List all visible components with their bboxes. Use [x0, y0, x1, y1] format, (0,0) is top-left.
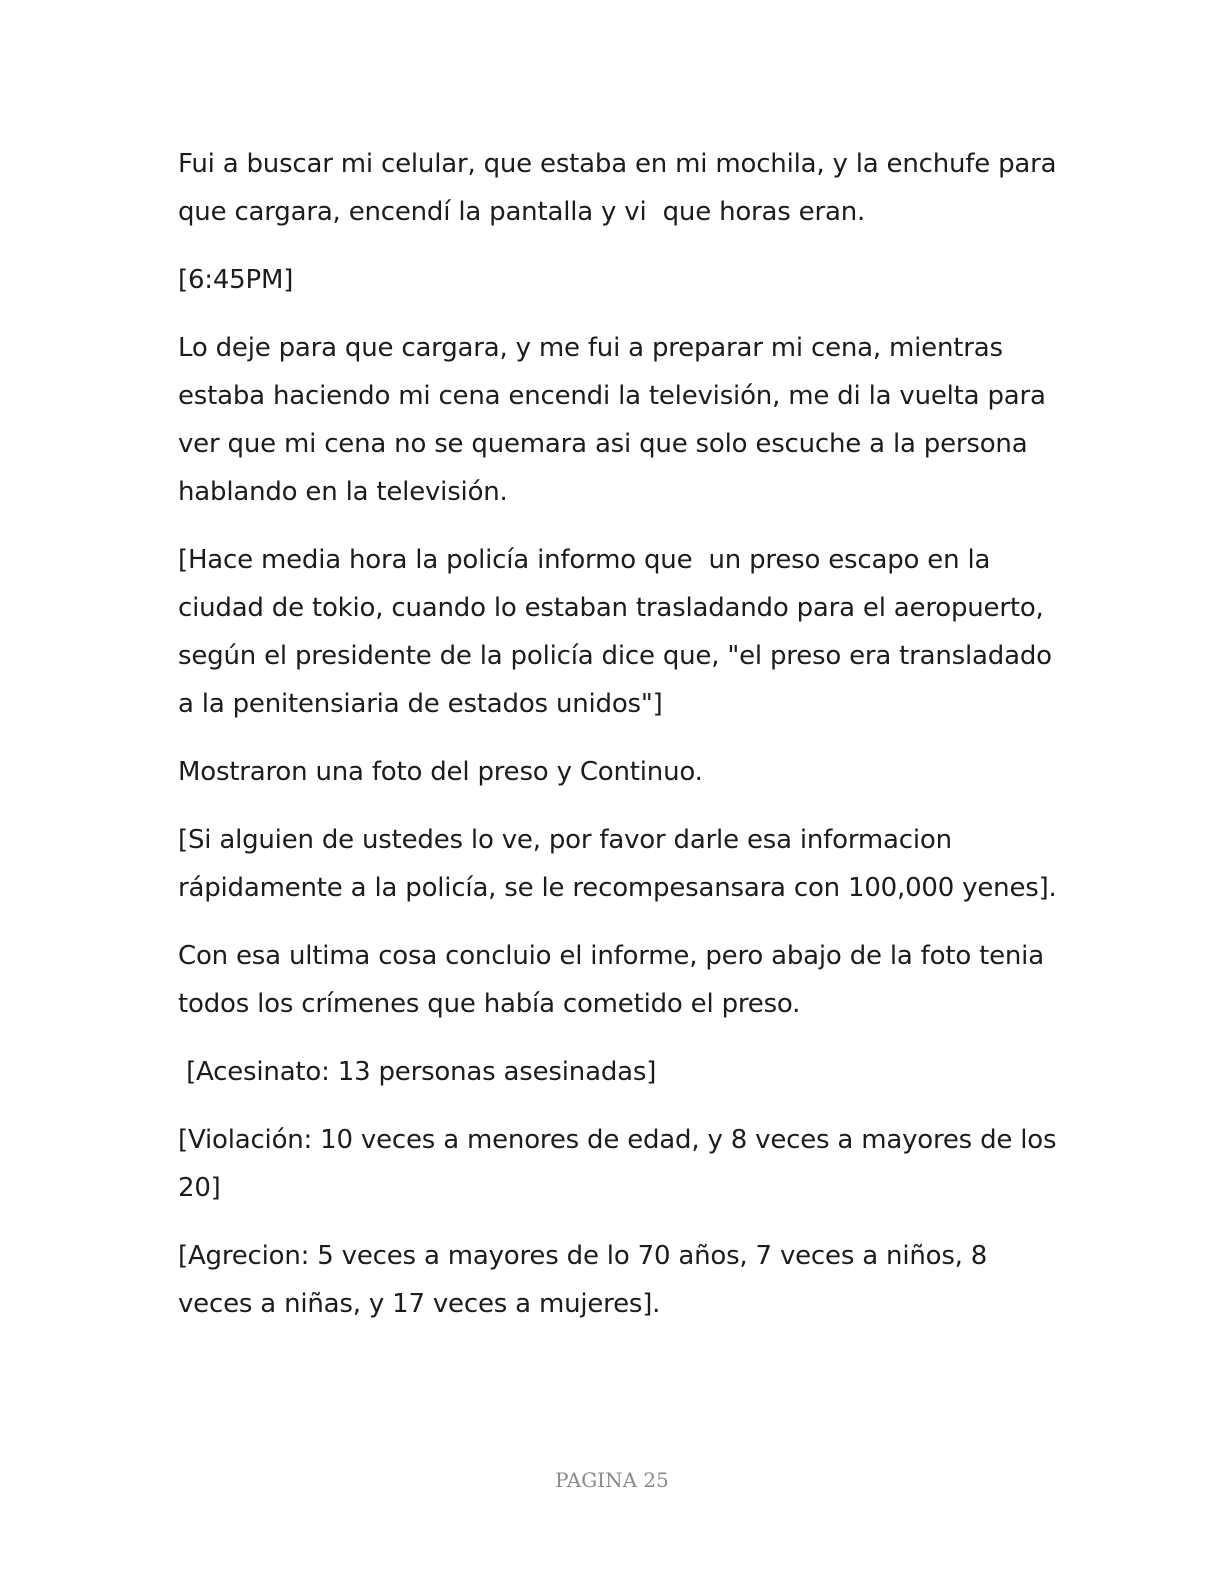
paragraph: [Acesinato: 13 personas asesinadas] [178, 1057, 657, 1087]
page-number-footer: PAGINA 25 [555, 1468, 669, 1492]
paragraph: [Hace media hora la policía informo que un preso escapo en la ciudad de tokio, cuando lo estaban trasladando para el aeropuerto, según el presidente de la policía dice que, "el preso era transladado a la penitensiaria de estados unidos"] [178, 545, 1060, 719]
paragraph: [Violación: 10 veces a menores de edad, y 8 veces a mayores de los 20] [178, 1125, 1065, 1203]
paragraph: [Agrecion: 5 veces a mayores de lo 70 años, 7 veces a niños, 8 veces a niñas, y 17 veces a mujeres]. [178, 1241, 996, 1319]
paragraph: [6:45PM] [178, 265, 294, 295]
paragraph: Fui a buscar mi celular, que estaba en mi mochila, y la enchufe para que cargara, encendí la pantalla y vi que horas eran. [178, 149, 1065, 227]
paragraph: [Si alguien de ustedes lo ve, por favor darle esa informacion rápidamente a la policía, se le recompesansara con 100,000 yenes]. [178, 825, 1057, 903]
text-body [178, 140, 1065, 1348]
paragraph: Lo deje para que cargara, y me fui a preparar mi cena, mientras estaba haciendo mi cena encendi la televisión, me di la vuelta para ver que mi cena no se quemara asi que solo escuche a la persona hablando en la televisión. [178, 333, 1054, 507]
paragraph: Con esa ultima cosa concluio el informe, pero abajo de la foto tenia todos los crímenes que había cometido el preso. [178, 941, 1053, 1019]
paragraph: Mostraron una foto del preso y Continuo. [178, 757, 703, 787]
